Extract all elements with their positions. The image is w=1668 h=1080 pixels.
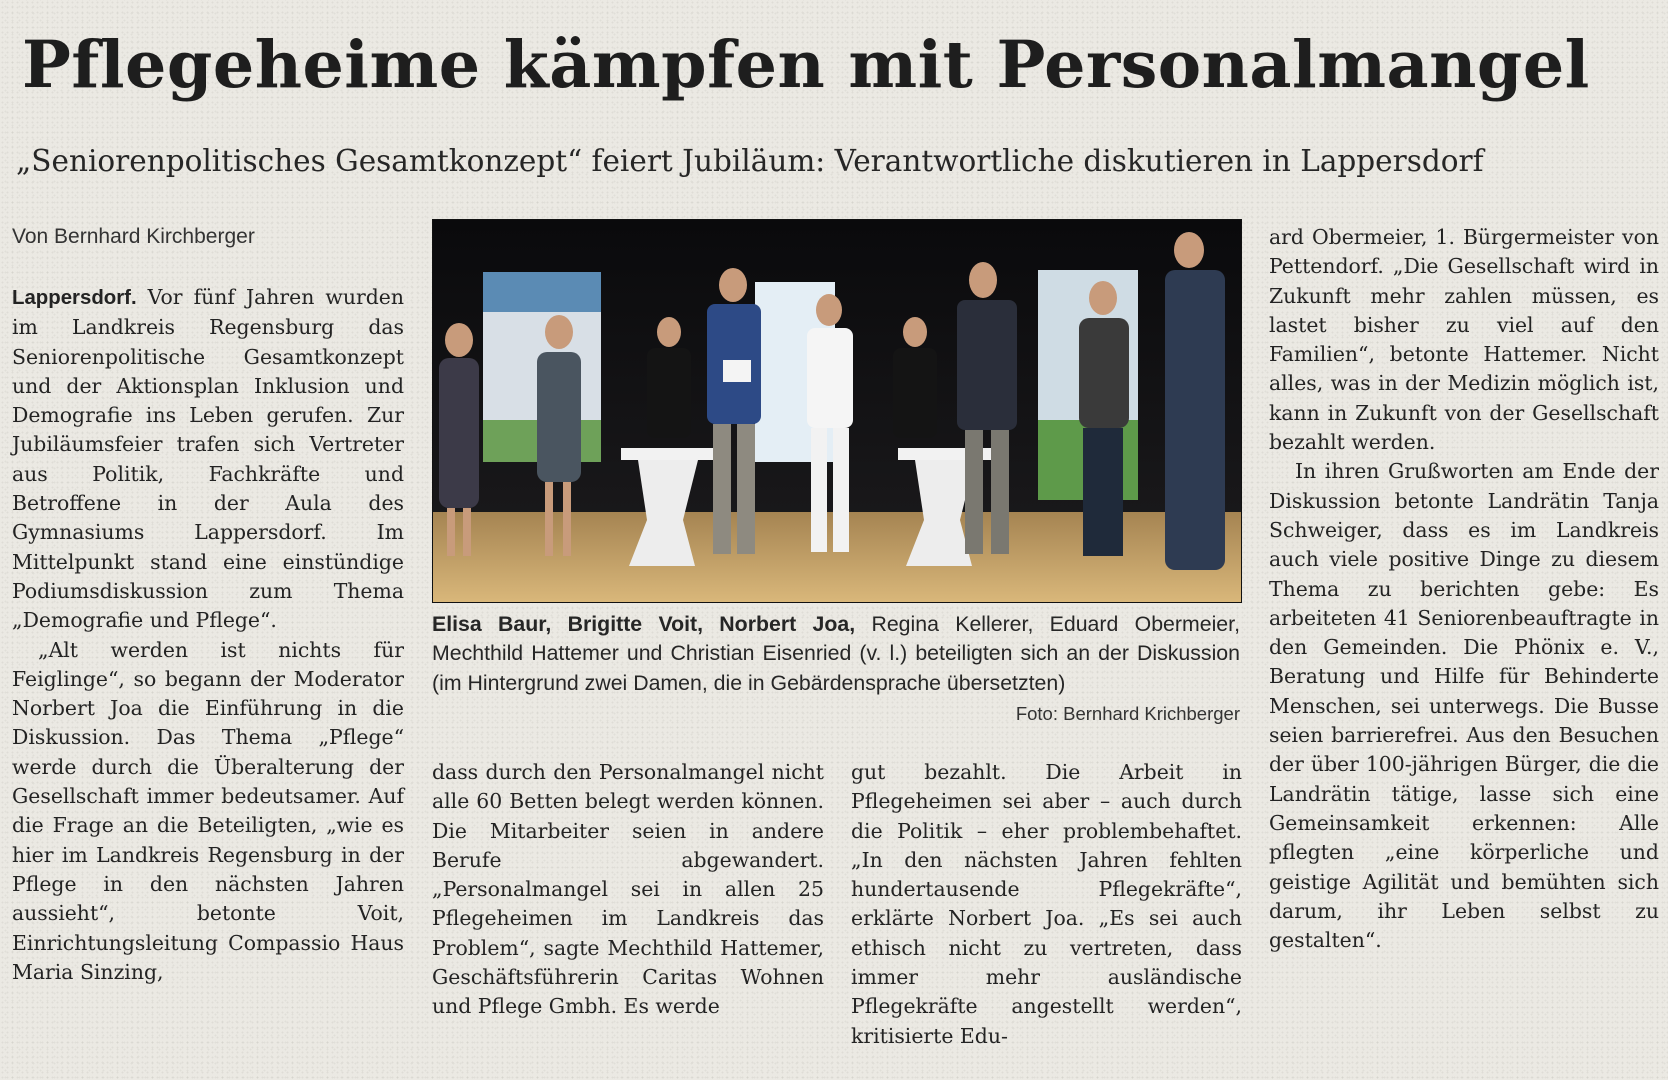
- byline: Von Bernhard Kirchberger: [12, 225, 255, 248]
- paragraph: dass durch den Personalmangel nicht alle 60 Betten belegt werden können. Die Mitarbeiter seien in andere Berufe abgewandert. „Personalmangel sei in allen 25 Pflegeheimen im Landkreis das Problem“, sagte Mechthild Hattemer, Geschäftsführerin Caritas Wohnen und Pflege Gmbh. Es werde: [432, 760, 824, 1019]
- dateline: Lappersdorf.: [12, 287, 137, 309]
- paragraph: [12, 283, 404, 636]
- photo-credit: Foto: Bernhard Krichberger: [1015, 703, 1240, 724]
- paragraph: In ihren Grußworten am Ende der Diskussion betonte Landrätin Tanja Schweiger, dass es im Landkreis auch viele positive Dinge zu diesem Thema zu berichten gebe: Es arbeiteten 41 Seniorenbeauftragte in den Gemeinden. Die Phönix e. V., Beratung und Hilfe für Behinderte Menschen, sei unterwegs. Die Busse seien barrierefrei. Aus den Besuchen der über 100-jährigen Bürger, die die Landrätin tätige, lasse sich eine Gemeinsamkeit erkennen: Alle pflegten „eine körperliche und geistige Agilität und bemühten sich darum, ihr Leben selbst zu gestalten“.: [1269, 459, 1659, 953]
- subheadline: „Seniorenpolitisches Gesamtkonzept“ feiert Jubiläum: Verantwortliche diskutieren in Lappersdorf: [16, 144, 1484, 178]
- paragraph: gut bezahlt. Die Arbeit in Pflegeheimen sei aber – auch durch die Politik – eher problembehaftet. „In den nächsten Jahren fehlten hundertausende Pflegekräfte“, erklärte Norbert Joa. „Es sei auch ethisch nicht zu vertreten, dass immer mehr ausländische Pflegekräfte angestellt werden“, kritisierte Edu-: [851, 760, 1242, 1048]
- column-1: [12, 283, 404, 987]
- paragraph: „Alt werden ist nichts für Feiglinge“, so begann der Moderator Norbert Joa die Einführung in die Diskussion. Das Thema „Pflege“ werde durch die Überalterung der Gesellschaft immer bedeutsamer. Auf die Frage an die Beteiligten, „wie es hier im Landkreis Regensburg in der Pflege in den nächsten Jahren aussieht“, betonte Voit, Einrichtungsleitung Compassio Haus Maria Sinzing,: [12, 637, 404, 984]
- headline: Pflegeheime kämpfen mit Personalmangel: [22, 27, 1590, 103]
- column-2: [432, 758, 824, 1022]
- photo-caption: [432, 610, 1240, 698]
- paragraph: ard Obermeier, 1. Bürgermeister von Pettendorf. „Die Gesellschaft wird in Zukunft mehr zahlen müssen, es lastet bisher zu viel auf den Familien“, betonte Hattemer. Nicht alles, was in der Medizin möglich ist, kann in Zukunft von der Gesellschaft bezahlt werden.: [1269, 225, 1659, 455]
- stage-photo-image: [433, 220, 1241, 602]
- column-4: [1269, 223, 1659, 955]
- event-photo: [432, 219, 1242, 603]
- caption-text: Regina Kellerer, Eduard Obermeier, Mechthild Hattemer und Christian Eisenried (v. l.) beteiligten sich an der Diskussion (im Hintergrund zwei Damen, die in Gebärdensprache übersetzten): [432, 612, 1240, 695]
- caption-names-bold: Elisa Baur, Brigitte Voit, Norbert Joa,: [432, 612, 856, 636]
- column-3: [851, 758, 1242, 1051]
- paragraph-text: Vor fünf Jahren wurden im Landkreis Regensburg das Seniorenpolitische Gesamtkonzept und der Aktionsplan Inklusion und Demografie ins Leben gerufen. Zur Jubiläumsfeier trafen sich Vertreter aus Politik, Fachkräfte und Betroffene in der Aula des Gymnasiums Lappersdorf. Im Mittelpunkt stand eine einstündige Podiumsdiskussion zum Thema „Demografie und Pflege“.: [12, 285, 404, 633]
